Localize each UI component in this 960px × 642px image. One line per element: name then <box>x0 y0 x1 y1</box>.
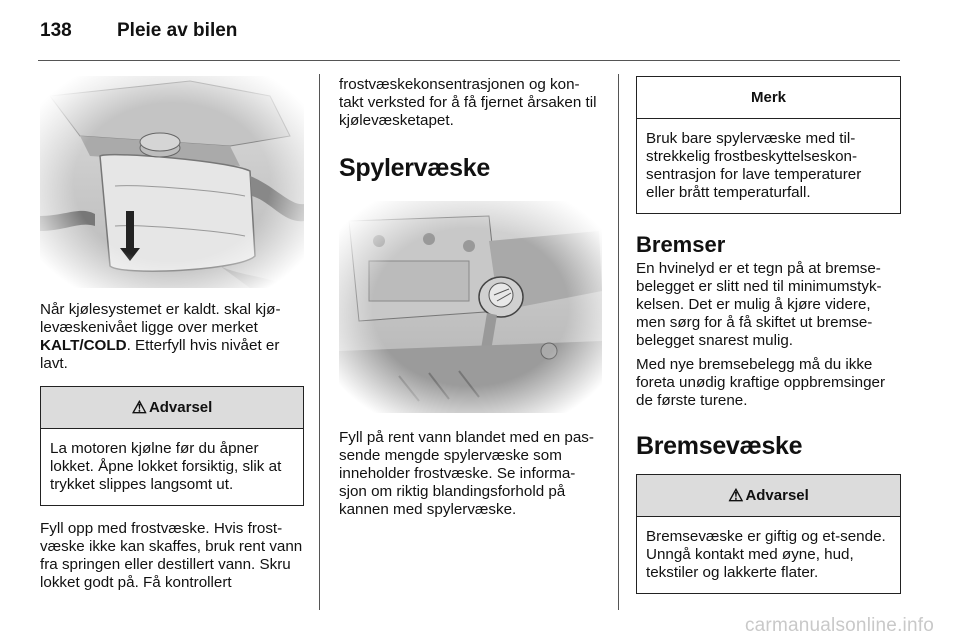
page-number: 138 <box>40 20 72 41</box>
warning-icon: ⚠ <box>728 485 744 505</box>
coolant-tank-illustration <box>40 76 304 288</box>
column-3 <box>636 76 901 594</box>
washer-fluid-illustration <box>339 201 602 413</box>
concentration-paragraph: frostvæskekonsentrasjonen og kon-takt verksted for å få fjernet årsaken til kjølevæsketapet. <box>339 76 597 129</box>
warning-icon: ⚠ <box>131 397 147 417</box>
warning-header: ⚠ Advarsel <box>41 387 303 429</box>
coolant-level-paragraph: Når kjølesystemet er kaldt. skal kjø-levæskenivået ligge over merket KALT/COLD. Etterfyll hvis nivået er lavt. <box>40 301 281 372</box>
note-header: Merk <box>637 77 900 119</box>
column-2 <box>339 76 602 519</box>
section-heading-washer-fluid: Spylervæske <box>339 154 490 182</box>
washer-fluid-paragraph: Fyll på rent vann blandet med en pas-sende mengde spylervæske som inneholder frostvæske. Se informa-sjon om riktig blandingsforhold på kannen med spylervæske. <box>339 429 594 518</box>
column-divider <box>319 74 320 610</box>
refill-paragraph: Fyll opp med frostvæske. Hvis frost-væske ikke kan skaffes, bruk rent vann fra springen eller destillert vann. Skru lokket godt på. Få kontrollert <box>40 520 303 591</box>
brakes-paragraph-2: Med nye bremsebelegg må du ikke foreta unødig kraftige oppbremsinger de første turene. <box>636 356 886 409</box>
warning-header: ⚠ Advarsel <box>637 475 900 517</box>
column-1 <box>40 76 304 592</box>
warning-text: La motoren kjølne før du åpner lokket. Åpne lokket forsiktig, slik at trykket slippes langsomt ut. <box>50 440 282 493</box>
note-text: Bruk bare spylervæske med til-strekkelig frostbeskyttelseskon-sentrasjon for lave temperaturer eller brått temperaturfall. <box>646 130 862 201</box>
section-heading-brakes: Bremser <box>636 232 726 257</box>
watermark: carmanualsonline.info <box>744 615 934 636</box>
warning-box <box>40 386 304 506</box>
header-rule <box>38 60 900 61</box>
brake-fluid-warning-box <box>636 474 901 594</box>
brakes-paragraph-1: En hvinelyd er et tegn på at bremse-belegget er slitt ned til minimumstyk-kelsen. Det er mulig å kjøre videre, men sørg for å få skiftet ut bremse-belegget snarest mulig. <box>636 260 882 349</box>
warning-text: Bremsevæske er giftig og et-sende. Unngå kontakt med øyne, hud, tekstiler og lakkerte flater. <box>646 528 886 581</box>
page-title: Pleie av bilen <box>117 20 238 41</box>
section-heading-brake-fluid: Bremsevæske <box>636 432 803 460</box>
column-divider <box>618 74 619 610</box>
note-box <box>636 76 901 214</box>
